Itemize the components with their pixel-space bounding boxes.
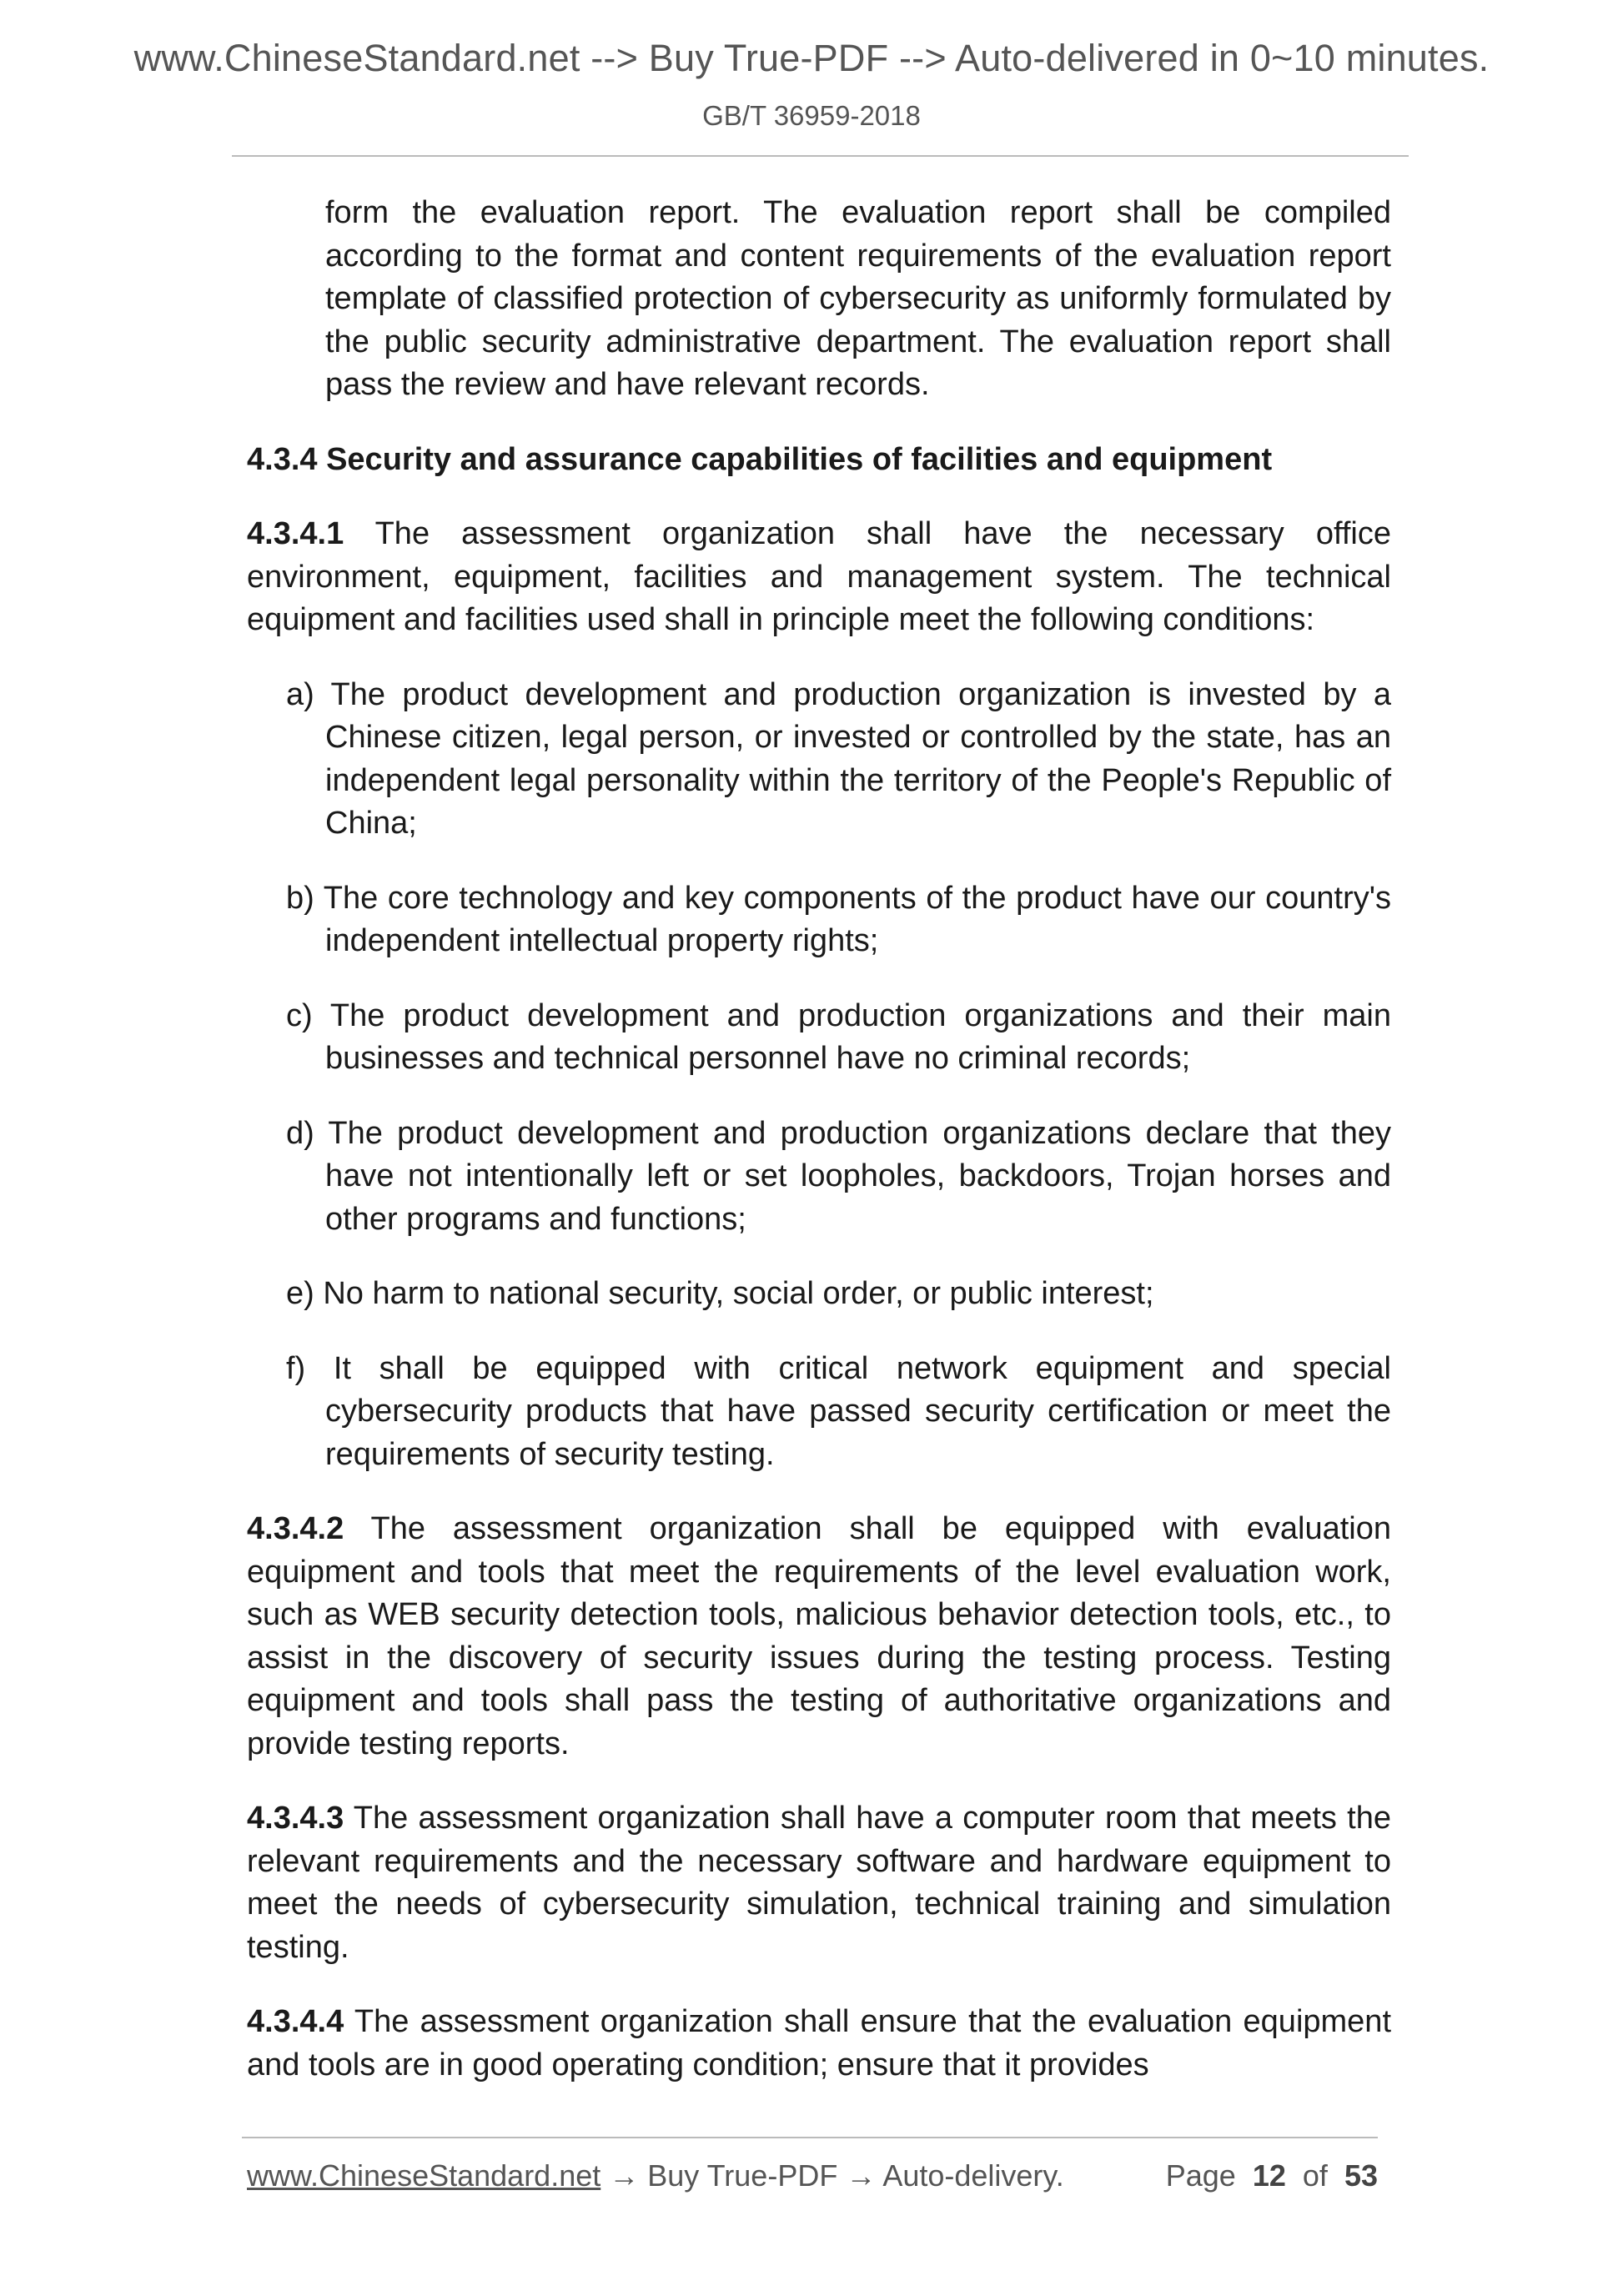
site-banner: www.ChineseStandard.net --> Buy True-PDF --> Auto-delivered in 0~10 minutes. — [133, 37, 1490, 79]
clause-number: 4.3.4.1 — [247, 516, 344, 551]
footer-site-link[interactable]: www.ChineseStandard.net — [247, 2158, 601, 2193]
footer-tagline: → Buy True-PDF → Auto-delivery. — [600, 2158, 1064, 2193]
clause-4-3-4-4 — [247, 2001, 1391, 2087]
section-heading: 4.3.4 Security and assurance capabilities of facilities and equipment — [247, 441, 1273, 477]
page-indicator — [1166, 2158, 1378, 2193]
clause-text: The assessment organization shall be equipped with evaluation equipment and tools that meet the requirements of the level evaluation work, such as WEB security detection tools, malicious behavior detection tools, etc., to assist in the discovery of security issues during the testing process. Testing equipment and tools shall pass the testing of authoritative organizations and provide testing reports. — [247, 1511, 1391, 1761]
conditions-list — [247, 674, 1391, 1477]
clause-number: 4.3.4.2 — [247, 1511, 344, 1546]
clause-number: 4.3.4.4 — [247, 2004, 344, 2039]
page-current: 12 — [1252, 2158, 1286, 2193]
page-footer — [247, 2158, 1378, 2193]
page-label: Page — [1165, 2158, 1236, 2193]
clause-4-3-4-3 — [247, 1797, 1391, 1969]
continuation-paragraph: form the evaluation report. The evaluation report shall be compiled according to the format and content requirements of the evaluation report template of classified protection of cybersecurity as uniformly formulated by the public security administrative department. The evaluation report shall pass the review and have relevant records. — [325, 195, 1391, 402]
list-item: c) The product development and production organizations and their main businesses and technical personnel have no criminal records; — [286, 997, 1391, 1076]
clause-number: 4.3.4.3 — [247, 1801, 344, 1836]
page-body — [247, 192, 1391, 2087]
document-code: GB/T 36959-2018 — [702, 100, 921, 131]
clause-text: The assessment organization shall have the necessary office environment, equipment, facilities and management system. The technical equipment and facilities used shall in principle meet the following conditions: — [247, 516, 1391, 637]
clause-4-3-4-1 — [247, 513, 1391, 642]
list-item: e) No harm to national security, social order, or public interest; — [286, 1276, 1154, 1311]
list-item: f) It shall be equipped with critical network equipment and special cybersecurity products that have passed security certification or meet the requirements of security testing. — [286, 1350, 1391, 1472]
clause-4-3-4-2 — [247, 1508, 1391, 1766]
page-total: 53 — [1344, 2158, 1378, 2193]
list-item: d) The product development and production organizations declare that they have not intentionally left or set loopholes, backdoors, Trojan horses and other programs and functions; — [286, 1115, 1391, 1237]
list-item: b) The core technology and key components of the product have our country's independent intellectual property rights; — [286, 880, 1391, 958]
page-of: of — [1302, 2158, 1328, 2193]
list-item: a) The product development and production organization is invested by a Chinese citizen, legal person, or invested or controlled by the state, has an independent legal personality within the territory of the People's Republic of China; — [286, 676, 1391, 841]
clause-text: The assessment organization shall have a computer room that meets the relevant requirements and the necessary software and hardware equipment to meet the needs of cybersecurity simulation, technical training and simulation testing. — [247, 1801, 1391, 1965]
header-divider — [232, 155, 1409, 157]
clause-text: The assessment organization shall ensure that the evaluation equipment and tools are in good operating condition; ensure that it provides — [247, 2004, 1391, 2082]
footer-divider — [242, 2137, 1378, 2138]
